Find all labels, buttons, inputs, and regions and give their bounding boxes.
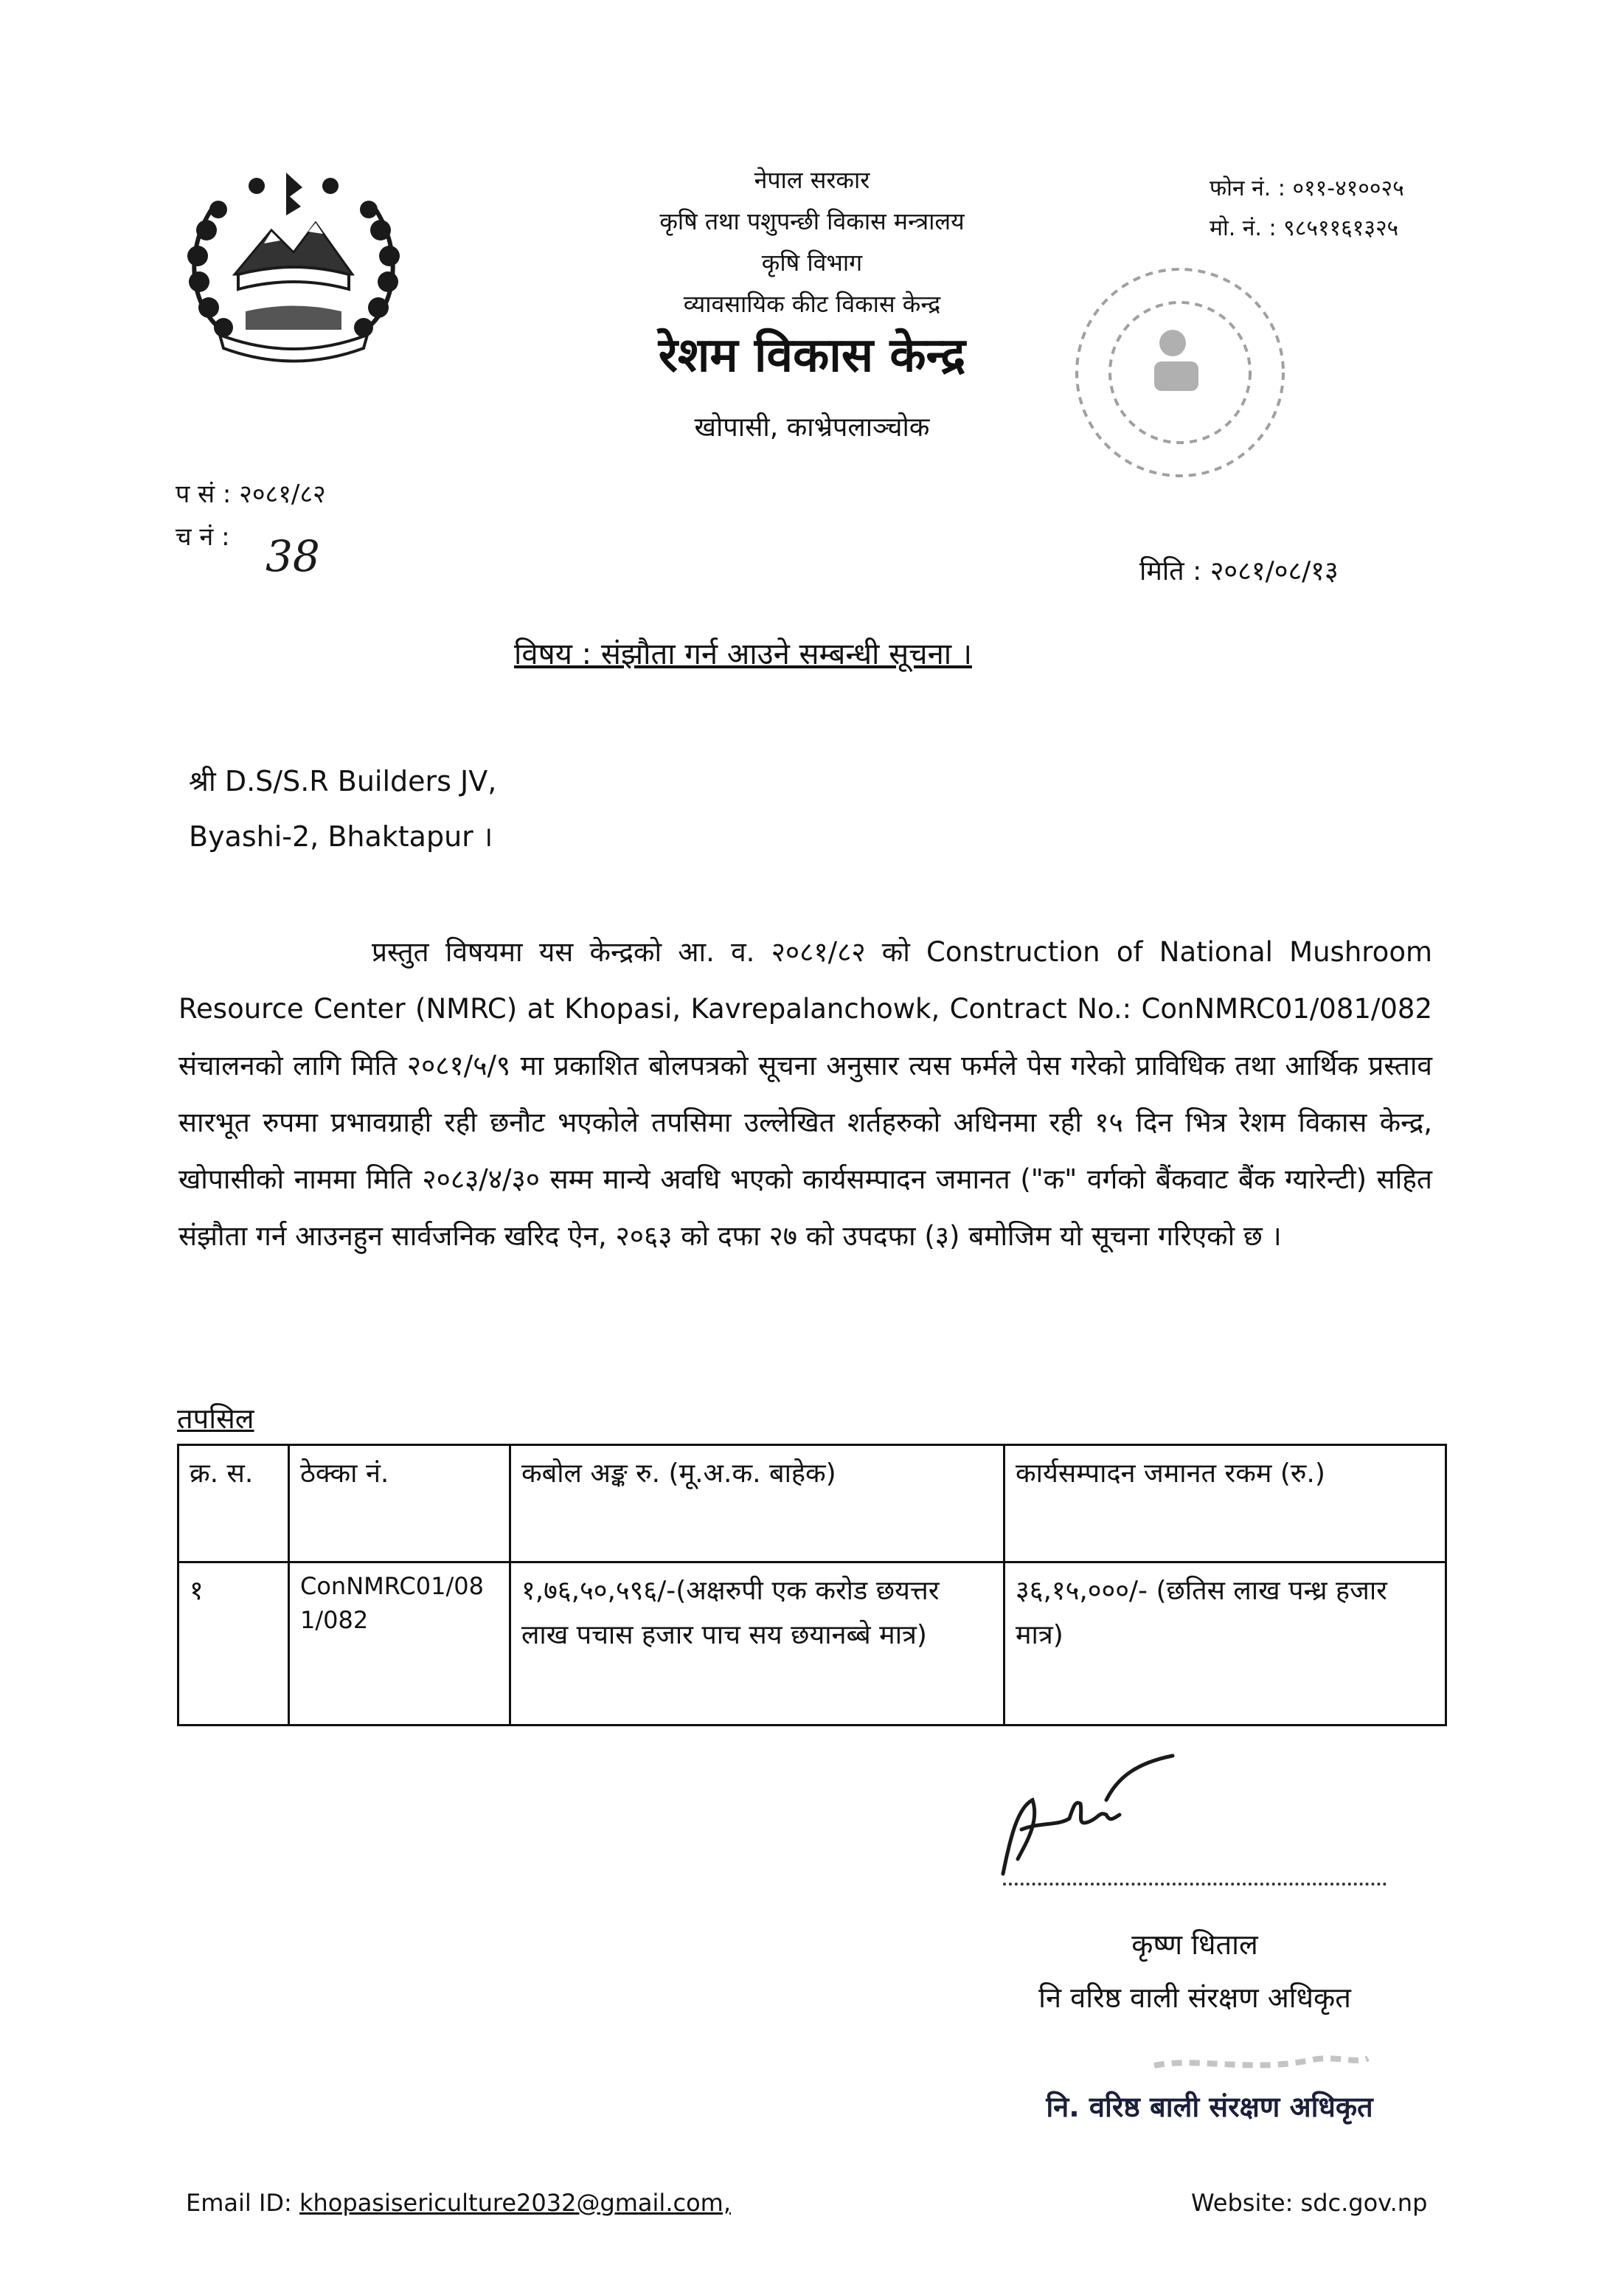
header-contract-no: ठेक्का नं.: [289, 1445, 510, 1562]
footer-website[interactable]: Website: sdc.gov.np: [1191, 2189, 1428, 2217]
header-bid-amount: कबोल अङ्क रु. (मू.अ.क. बाहेक): [510, 1445, 1004, 1562]
cell-contract-no: ConNMRC01/081/082: [289, 1562, 510, 1726]
header-office: व्यावसायिक कीट विकास केन्द्र: [683, 290, 941, 318]
cell-performance-guarantee: ३६,१५,०००/- (छतिस लाख पन्ध्र हजार मात्र): [1004, 1562, 1446, 1726]
header-location: खोपासी, काभ्रेपलाञ्चोक: [694, 412, 930, 443]
cell-serial: १: [178, 1562, 289, 1726]
phone-number: फोन नं. : ०११-४१००२५: [1210, 176, 1404, 201]
table-row: [178, 1562, 1446, 1726]
email-label: Email ID:: [186, 2189, 292, 2217]
signatory-name: कृष्ण धिताल: [1131, 1928, 1258, 1961]
header-performance-guarantee: कार्यसम्पादन जमानत रकम (रु.): [1004, 1445, 1446, 1562]
dispatch-number-handwritten: 38: [266, 531, 320, 581]
header-government: नेपाल सरकार: [754, 166, 870, 194]
table-header-row: [178, 1445, 1446, 1562]
header-ministry: कृषि तथा पशुपन्छी विकास मन्त्रालय: [659, 207, 965, 235]
cell-bid-amount: १,७६,५०,५९६/-(अक्षरुपी एक करोड छयत्तर लाख पचास हजार पाच सय छयानब्बे मात्र): [510, 1562, 1004, 1726]
footer-email: [186, 2187, 731, 2218]
recipient-line-2: Byashi-2, Bhaktapur ।: [189, 820, 493, 853]
contract-details-table: [177, 1444, 1447, 1726]
nepal-emblem-logo: [176, 164, 412, 363]
office-seal-icon: [1062, 255, 1298, 491]
official-stamp-text: नि. वरिष्ठ बाली संरक्षण अधिकृत: [1046, 2091, 1373, 2123]
letter-number: प सं : २०८१/८२: [176, 480, 326, 509]
header-serial: क्र. स.: [178, 1445, 289, 1562]
signatory-designation: नि वरिष्ठ वाली संरक्षण अधिकृत: [1038, 1981, 1351, 2014]
signature-line: [1003, 1883, 1387, 1886]
email-link[interactable]: khopasisericulture2032@gmail.com,: [299, 2189, 731, 2217]
dispatch-number-label: च नं :: [176, 522, 230, 552]
header-title: रेशम विकास केन्द्र: [658, 328, 966, 383]
table-heading: तपसिल: [177, 1402, 254, 1435]
subject-line: विषय : संझौता गर्न आउने सम्बन्धी सूचना ।: [514, 637, 972, 671]
mobile-number: मो. नं. : ९८५११६१३२५: [1210, 215, 1399, 241]
stamp-smudge: [1151, 2043, 1372, 2080]
signature-mark: [988, 1748, 1187, 1881]
letter-date: मिति : २०८१/०८/१३: [1139, 556, 1339, 586]
body-paragraph: प्रस्तुत विषयमा यस केन्द्रको आ. व. २०८१/८२ को Construction of National Mushroom Resource Center (NMRC) at Khopasi, Kavrepalanchowk, Contract No.: ConNMRC01/081/082 संचालनको लागि मिति २०८१/५/९ मा प्रकाशित बोलपत्रको सूचना अनुसार त्यस फर्मले पेस गरेको प्राविधिक तथा आर्थिक प्रस्ताव सारभूत रुपमा प्रभावग्राही रही छनौट भएकोले तपसिमा उल्लेखित शर्तहरुको अधिनमा रही १५ दिन भित्र रेशम विकास केन्द्र, खोपासीको नाममा मिति २०८३/४/३० सम्म मान्ये अवधि भएको कार्यसम्पादन जमानत ("क" वर्गको बैंकवाट बैंक ग्यारेन्टी) सहित संझौता गर्न आउनहुन सार्वजनिक खरिद ऐन, २०६३ को दफा २७ को उपदफा (३) बमोजिम यो सूचना गरिएको छ ।: [178, 936, 1432, 1252]
recipient-line-1: श्री D.S/S.R Builders JV,: [189, 765, 497, 797]
header-department: कृषि विभाग: [761, 249, 863, 277]
